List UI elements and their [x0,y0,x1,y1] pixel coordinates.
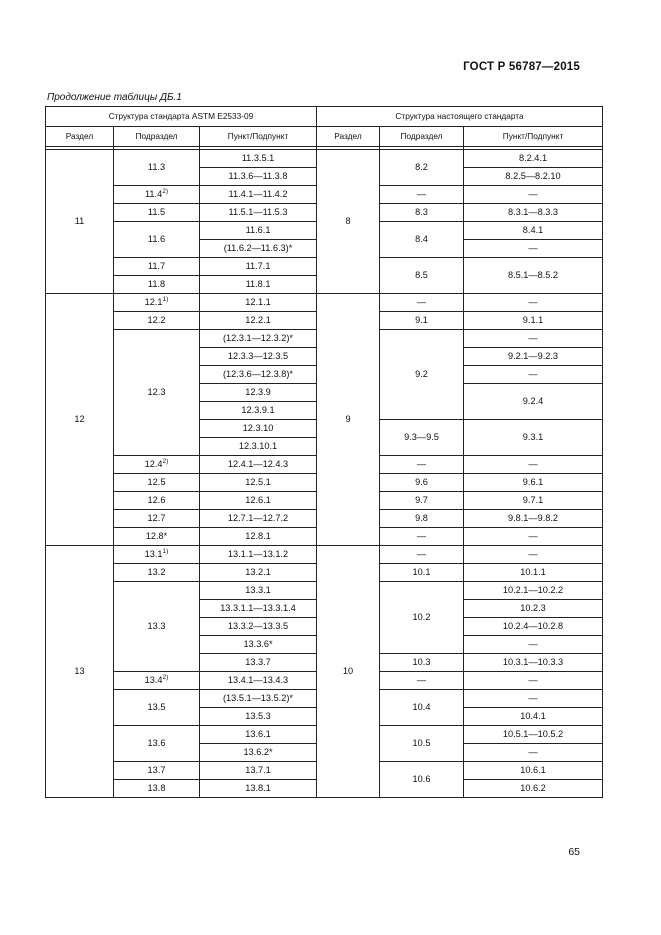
astm-clause-cell: 13.3.7 [200,654,317,672]
gost-subsection-cell: 9.7 [380,492,464,510]
gost-clause-cell: — [464,744,603,762]
gost-clause-cell: — [464,330,603,348]
gost-subsection-cell: — [380,528,464,546]
gost-subsection-cell: 9.8 [380,510,464,528]
gost-clause-cell: 9.7.1 [464,492,603,510]
astm-clause-cell: (13.5.1—13.5.2)* [200,690,317,708]
gost-subsection-cell: 10.4 [380,690,464,726]
gost-clause-cell: 10.2.4—10.2.8 [464,618,603,636]
astm-clause-cell: 13.3.1.1—13.3.1.4 [200,600,317,618]
astm-subsection-cell: 11.7 [114,258,200,276]
astm-clause-cell: 12.2.1 [200,312,317,330]
gost-clause-cell: 8.2.5—8.2.10 [464,168,603,186]
astm-subsection-cell: 12.4$^{2)}$ [114,456,200,474]
astm-clause-cell: 12.7.1—12.7.2 [200,510,317,528]
gost-clause-cell: 8.3.1—8.3.3 [464,204,603,222]
gost-clause-cell: — [464,294,603,312]
astm-subsection-cell: 12.1$^{1)}$ [114,294,200,312]
gost-subsection-cell: 10.3 [380,654,464,672]
table-row [46,546,603,564]
gost-clause-cell: — [464,672,603,690]
gost-clause-cell: 8.4.1 [464,222,603,240]
astm-clause-cell: 13.7.1 [200,762,317,780]
footnote-mark: 1) [162,296,169,303]
gost-subsection-cell: — [380,672,464,690]
gost-subsection-cell: 9.2 [380,330,464,420]
gost-clause-cell: 9.3.1 [464,420,603,456]
astm-clause-cell: 12.3.10 [200,420,317,438]
table-row [46,150,603,168]
astm-clause-cell: (11.6.2—11.6.3)* [200,240,317,258]
gost-clause-cell: 10.6.1 [464,762,603,780]
astm-subsection-cell: 11.4$^{2)}$ [114,186,200,204]
astm-clause-cell: 12.3.10.1 [200,438,317,456]
gost-subsection-cell: 9.1 [380,312,464,330]
gost-clause-cell: 10.4.1 [464,708,603,726]
astm-clause-cell: 13.6.1 [200,726,317,744]
astm-clause-cell: 12.3.9 [200,384,317,402]
gost-subsection-cell: — [380,546,464,564]
astm-clause-cell: 12.3.3—12.3.5 [200,348,317,366]
astm-clause-cell: 13.3.1 [200,582,317,600]
astm-clause-cell: 11.8.1 [200,276,317,294]
table-body [46,147,603,798]
correspondence-table [45,106,603,798]
footnote-mark: 1) [162,548,169,555]
astm-clause-cell: 13.3.6* [200,636,317,654]
gost-clause-cell: — [464,546,603,564]
gost-clause-cell: — [464,636,603,654]
gost-subsection-cell: 10.1 [380,564,464,582]
gost-subsection-cell: 9.6 [380,474,464,492]
astm-clause-cell: 12.6.1 [200,492,317,510]
astm-subsection-cell: 13.3 [114,582,200,672]
astm-clause-cell: 13.6.2* [200,744,317,762]
col-header-clause: Пункт/Подпункт [464,127,603,147]
gost-subsection-cell: 8.5 [380,258,464,294]
col-header-clause: Пункт/Подпункт [200,127,317,147]
astm-subsection-cell: 11.3 [114,150,200,186]
gost-clause-cell: 9.1.1 [464,312,603,330]
gost-clause-cell: 9.8.1—9.8.2 [464,510,603,528]
astm-clause-cell: 13.8.1 [200,780,317,798]
col-header-section: Раздел [317,127,380,147]
gost-section-cell: 10 [317,546,380,798]
gost-subsection-cell: — [380,294,464,312]
astm-subsection-cell: 13.1$^{1)}$ [114,546,200,564]
gost-subsection-cell: 10.2 [380,582,464,654]
astm-clause-cell: 11.4.1—11.4.2 [200,186,317,204]
page-number: 65 [568,846,580,858]
gost-clause-cell: 10.1.1 [464,564,603,582]
gost-clause-cell: 9.6.1 [464,474,603,492]
footnote-mark: 2) [162,674,169,681]
gost-clause-cell: — [464,366,603,384]
astm-clause-cell: 12.3.9.1 [200,402,317,420]
astm-subsection-cell: 13.5 [114,690,200,726]
group-header-astm: Структура стандарта ASTM E2533-09 [46,107,317,127]
astm-clause-cell: 13.1.1—13.1.2 [200,546,317,564]
astm-subsection-cell: 12.7 [114,510,200,528]
footnote-mark: 2) [162,458,169,465]
gost-section-cell: 9 [317,294,380,546]
col-header-subsection: Подраздел [114,127,200,147]
astm-clause-cell: 11.6.1 [200,222,317,240]
astm-subsection-cell: 13.2 [114,564,200,582]
gost-subsection-cell: 8.3 [380,204,464,222]
astm-clause-cell: 13.3.2—13.3.5 [200,618,317,636]
astm-subsection-cell: 11.6 [114,222,200,258]
gost-clause-cell: — [464,240,603,258]
gost-clause-cell: — [464,528,603,546]
astm-subsection-cell: 12.8* [114,528,200,546]
group-header-current: Структура настоящего стандарта [317,107,603,127]
astm-clause-cell: (12.3.6—12.3.8)* [200,366,317,384]
astm-subsection-cell: 12.5 [114,474,200,492]
astm-section-cell: 12 [46,294,114,546]
astm-clause-cell: 13.4.1—13.4.3 [200,672,317,690]
astm-clause-cell: 12.8.1 [200,528,317,546]
gost-clause-cell: 10.3.1—10.3.3 [464,654,603,672]
gost-subsection-cell: — [380,186,464,204]
astm-subsection-cell: 12.3 [114,330,200,456]
gost-clause-cell: 10.5.1—10.5.2 [464,726,603,744]
gost-clause-cell: 10.6.2 [464,780,603,798]
astm-subsection-cell: 11.8 [114,276,200,294]
gost-clause-cell: 8.5.1—8.5.2 [464,258,603,294]
astm-clause-cell: (12.3.1—12.3.2)* [200,330,317,348]
table-caption: Продолжение таблицы ДБ.1 [47,92,182,103]
astm-clause-cell: 11.3.6—11.3.8 [200,168,317,186]
gost-subsection-cell: 10.5 [380,726,464,762]
footnote-mark: 2) [162,188,168,195]
gost-clause-cell: 9.2.4 [464,384,603,420]
astm-clause-cell: 11.3.5.1 [200,150,317,168]
gost-clause-cell: 8.2.4.1 [464,150,603,168]
astm-subsection-cell: 13.4$^{2)}$ [114,672,200,690]
gost-subsection-cell: 9.3—9.5 [380,420,464,456]
gost-clause-cell: 10.2.1—10.2.2 [464,582,603,600]
astm-clause-cell: 11.7.1 [200,258,317,276]
gost-clause-cell: — [464,186,603,204]
astm-clause-cell: 13.2.1 [200,564,317,582]
gost-clause-cell: — [464,690,603,708]
gost-subsection-cell: 10.6 [380,762,464,798]
astm-clause-cell: 11.5.1—11.5.3 [200,204,317,222]
astm-clause-cell: 12.1.1 [200,294,317,312]
astm-subsection-cell: 11.5 [114,204,200,222]
astm-section-cell: 11 [46,150,114,294]
astm-clause-cell: 12.5.1 [200,474,317,492]
astm-subsection-cell: 12.6 [114,492,200,510]
astm-subsection-cell: 12.2 [114,312,200,330]
gost-subsection-cell: 8.2 [380,150,464,186]
gost-section-cell: 8 [317,150,380,294]
astm-subsection-cell: 13.7 [114,762,200,780]
gost-clause-cell: 9.2.1—9.2.3 [464,348,603,366]
document-code: ГОСТ Р 56787—2015 [463,61,580,73]
astm-subsection-cell: 13.6 [114,726,200,762]
gost-subsection-cell: 8.4 [380,222,464,258]
col-header-section: Раздел [46,127,114,147]
astm-clause-cell: 12.4.1—12.4.3 [200,456,317,474]
gost-clause-cell: — [464,456,603,474]
astm-subsection-cell: 13.8 [114,780,200,798]
gost-clause-cell: 10.2.3 [464,600,603,618]
astm-section-cell: 13 [46,546,114,798]
table-row [46,294,603,312]
col-header-subsection: Подраздел [380,127,464,147]
gost-subsection-cell: — [380,456,464,474]
astm-clause-cell: 13.5.3 [200,708,317,726]
